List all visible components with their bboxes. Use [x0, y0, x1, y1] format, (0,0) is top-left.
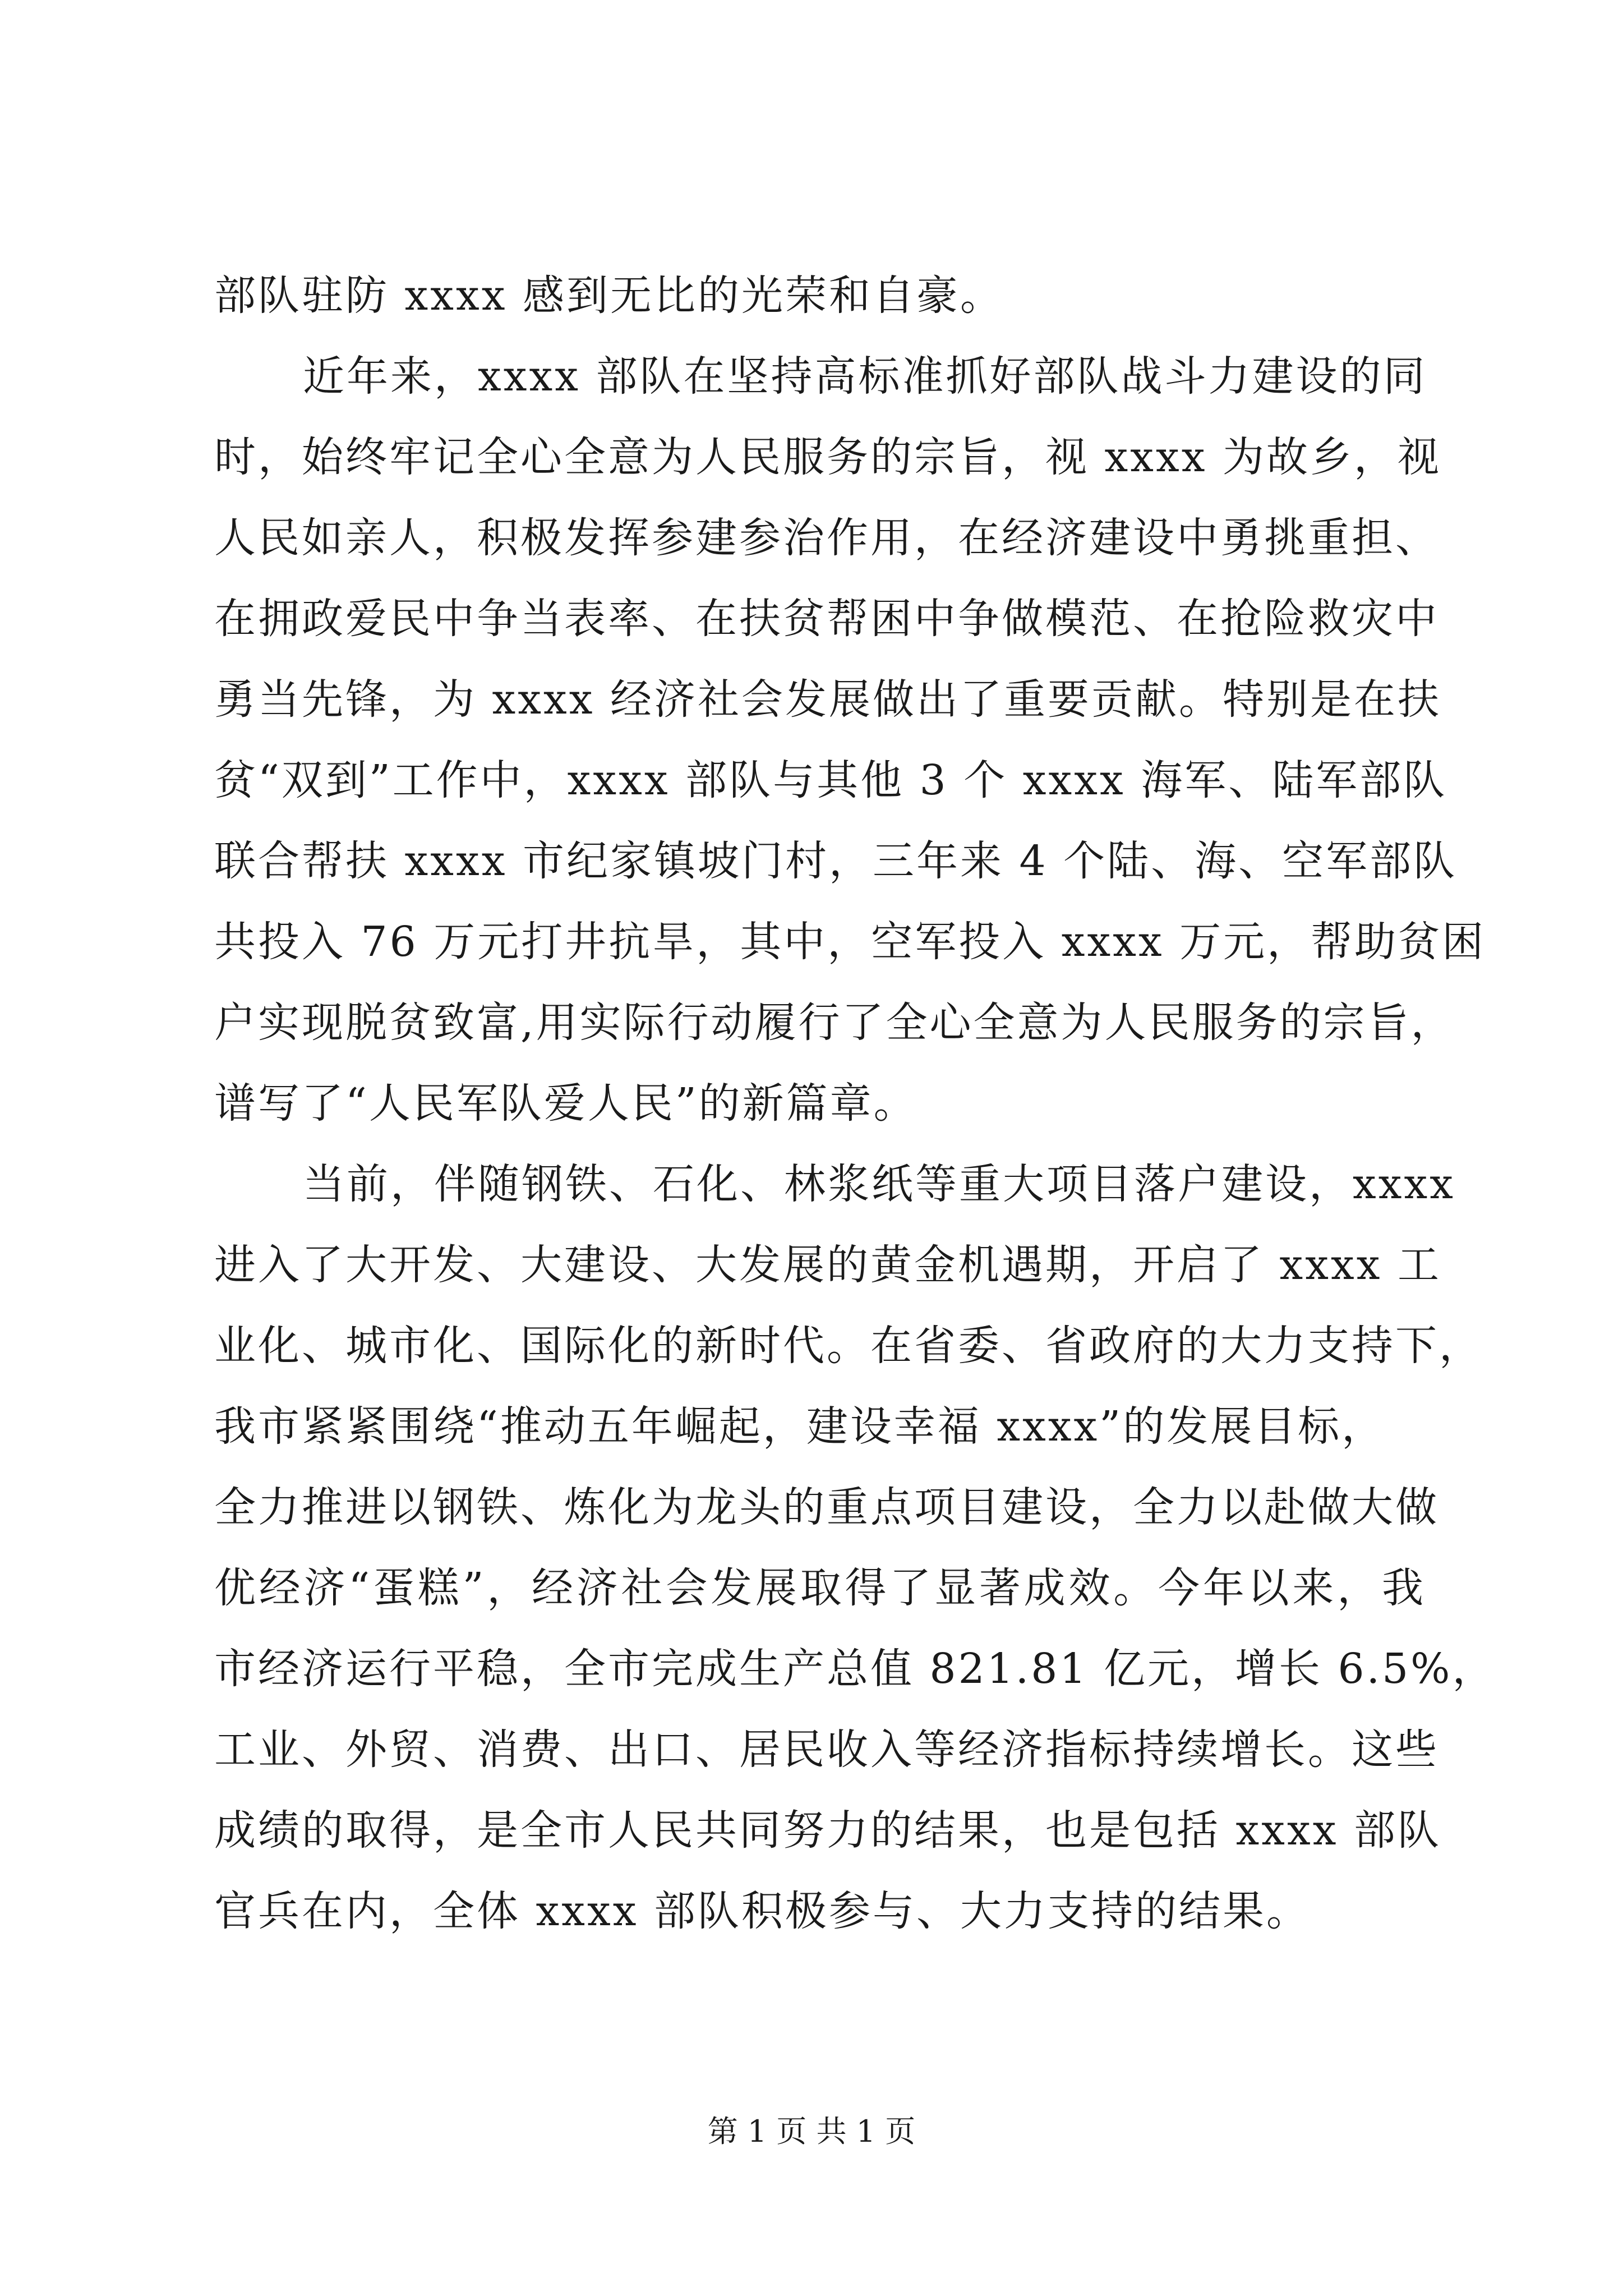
text-line: 市经济运行平稳，全市完成生产总值 821.81 亿元，增长 6.5%， [214, 1645, 1496, 1693]
page-number-footer: 第 1 页 共 1 页 [707, 2114, 916, 2149]
document-body [214, 255, 1496, 1952]
text-line: 我市紧紧围绕“推动五年崛起，建设幸福 xxxx”的发展目标， [214, 1402, 1386, 1451]
text-line: 工业、外贸、消费、出口、居民收入等经济指标持续增长。这些 [214, 1726, 1439, 1774]
paragraph [214, 255, 1426, 336]
text-line: 全力推进以钢铁、炼化为龙头的重点项目建设，全力以赴做大做 [214, 1483, 1439, 1531]
text-line: 官兵在内，全体 xxxx 部队积极参与、大力支持的结果。 [214, 1887, 1310, 1935]
text-line: 进入了大开发、大建设、大发展的黄金机遇期，开启了 xxxx 工 [214, 1241, 1441, 1289]
text-line: 近年来，xxxx 部队在坚持高标准抓好部队战斗力建设的同 [303, 352, 1427, 401]
text-line: 时，始终牢记全心全意为人民服务的宗旨，视 xxxx 为故乡，视 [214, 433, 1441, 481]
text-line: 成绩的取得，是全市人民共同努力的结果，也是包括 xxxx 部队 [214, 1806, 1441, 1855]
text-line: 部队驻防 xxxx 感到无比的光荣和自豪。 [214, 272, 1004, 320]
text-line: 共投入 76 万元打井抗旱，其中，空军投入 xxxx 万元，帮助贫困 [214, 918, 1486, 966]
text-line: 户实现脱贫致富,用实际行动履行了全心全意为人民服务的宗旨， [214, 999, 1455, 1047]
paragraph [214, 1144, 1496, 1952]
text-line: 联合帮扶 xxxx 市纪家镇坡门村，三年来 4 个陆、海、空军部队 [214, 837, 1458, 885]
text-line: 业化、城市化、国际化的新时代。在省委、省政府的大力支持下， [214, 1322, 1483, 1370]
text-line: 优经济“蛋糕”，经济社会发展取得了显著成效。今年以来，我 [214, 1564, 1426, 1612]
paragraph [214, 336, 1486, 1144]
text-line: 勇当先锋，为 xxxx 经济社会发展做出了重要贡献。特别是在扶 [214, 675, 1441, 724]
text-line: 人民如亲人，积极发挥参建参治作用，在经济建设中勇挑重担、 [214, 514, 1439, 562]
text-line: 当前，伴随钢铁、石化、林浆纸等重大项目落户建设，xxxx [303, 1160, 1455, 1208]
text-line: 在拥政爱民中争当表率、在扶贫帮困中争做模范、在抢险救灾中 [214, 595, 1439, 643]
text-line: 贫“双到”工作中，xxxx 部队与其他 3 个 xxxx 海军、陆军部队 [214, 756, 1447, 804]
text-line: 谱写了“人民军队爱人民”的新篇章。 [214, 1079, 917, 1128]
